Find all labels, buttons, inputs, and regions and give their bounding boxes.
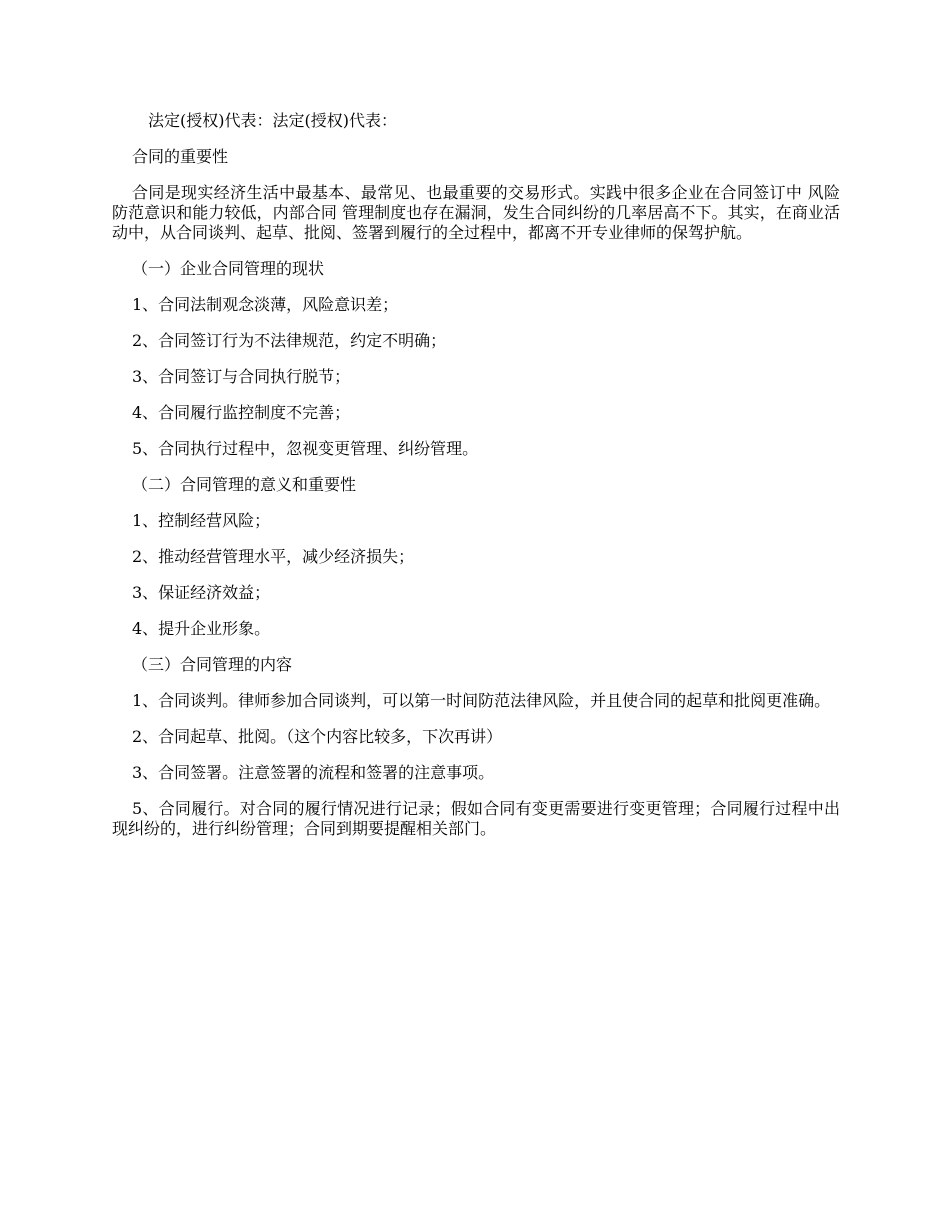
document-body <box>112 111 840 855</box>
list-item: 2、推动经营管理水平，减少经济损失； <box>132 547 415 566</box>
list-item: 1、控制经营风险； <box>132 511 271 530</box>
heading-current-status: （一）企业合同管理的现状 <box>132 259 325 278</box>
list-item: 4、合同履行监控制度不完善； <box>132 403 351 422</box>
intro-paragraph: 合同是现实经济生活中最基本、最常见、也最重要的交易形式。实践中很多企业在合同签订中 风险防范意识和能力较低，内部合同 管理制度也存在漏洞，发生合同纠纷的几率居高不下。其实，在商业活动中，从合同谈判、起草、批阅、签署到履行的全过程中，都离不开专业律师的保驾护航。 <box>112 183 840 242</box>
heading-significance: （二）合同管理的意义和重要性 <box>132 475 357 494</box>
section-title-importance: 合同的重要性 <box>132 147 229 166</box>
heading-contents: （三）合同管理的内容 <box>132 655 293 674</box>
list-item: 2、合同签订行为不法律规范，约定不明确； <box>132 331 447 350</box>
representative-line: 法定(授权)代表：法定(授权)代表： <box>148 111 397 130</box>
list-item: 4、提升企业形象。 <box>132 619 271 638</box>
list-item: 1、合同谈判。律师参加合同谈判，可以第一时间防范法律风险，并且使合同的起草和批阅更准确。 <box>132 691 831 710</box>
list-item: 1、合同法制观念淡薄，风险意识差； <box>132 295 399 314</box>
list-item: 3、合同签署。注意签署的流程和签署的注意事项。 <box>132 763 495 782</box>
list-item: 2、合同起草、批阅。（这个内容比较多，下次再讲） <box>132 727 503 746</box>
list-item: 5、合同执行过程中，忽视变更管理、纠纷管理。 <box>132 439 479 458</box>
list-item: 5、合同履行。对合同的履行情况进行记录；假如合同有变更需要进行变更管理；合同履行过程中出现纠纷的，进行纠纷管理；合同到期要提醒相关部门。 <box>112 799 840 838</box>
list-item: 3、保证经济效益； <box>132 583 271 602</box>
list-item: 3、合同签订与合同执行脱节； <box>132 367 351 386</box>
